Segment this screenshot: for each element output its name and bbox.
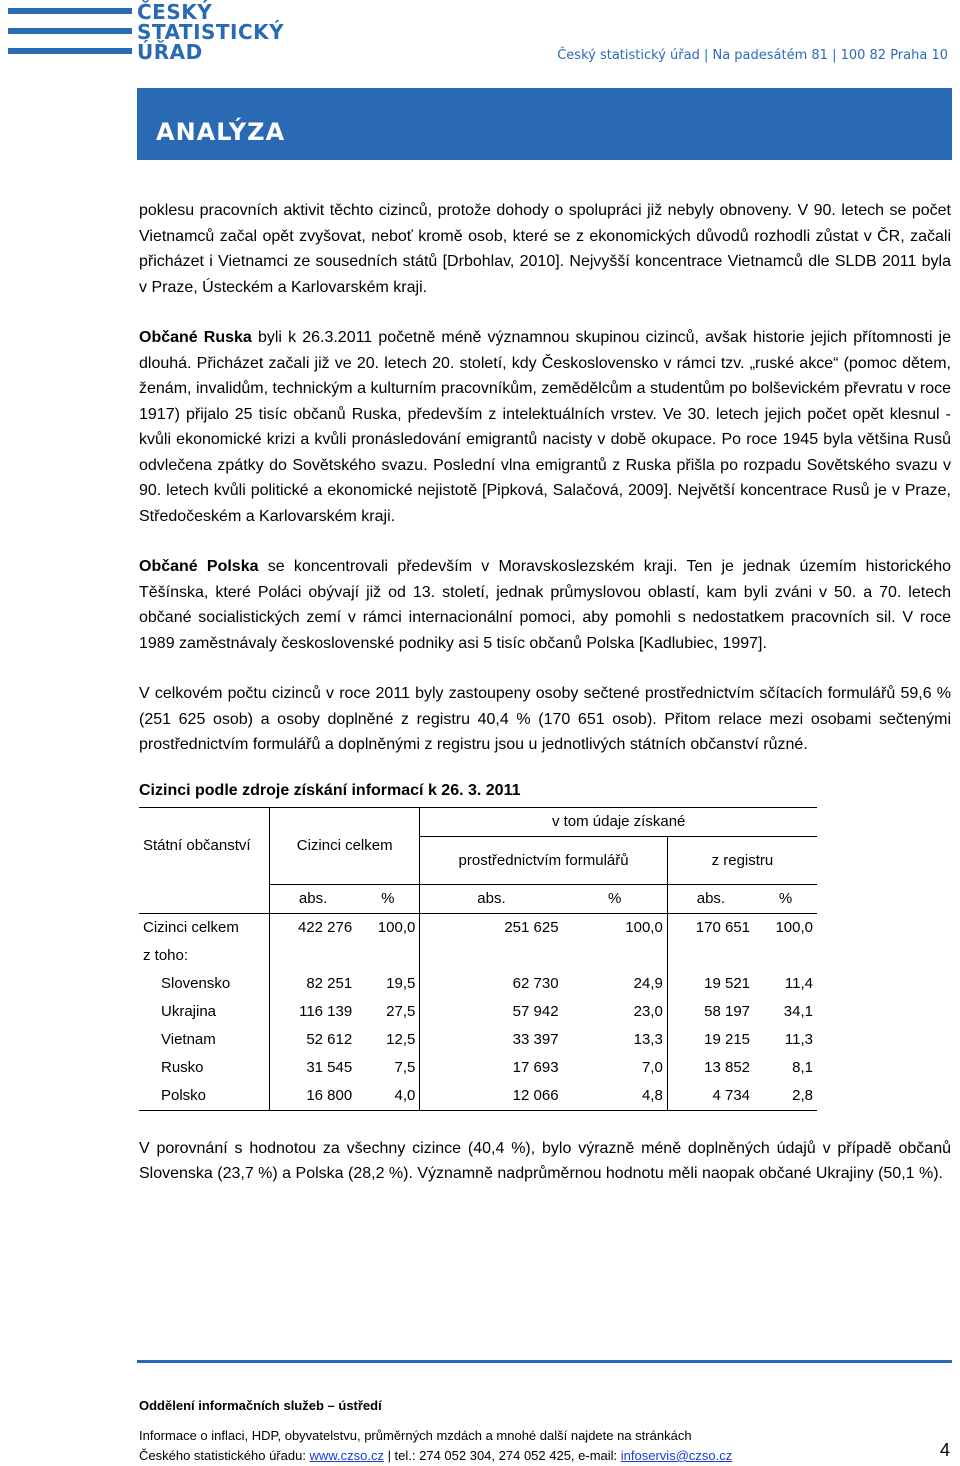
cell: 82 251 bbox=[270, 970, 357, 998]
cell: 17 693 bbox=[420, 1054, 563, 1082]
cell: 27,5 bbox=[386, 1003, 416, 1020]
cell: 13,3 bbox=[633, 1031, 663, 1048]
cell: 19 215 bbox=[667, 1026, 754, 1054]
paragraph-comparison: V porovnání s hodnotou za všechny cizince (40,4 %), bylo výrazně méně doplněných údajů v případě občanů Slovenska (23,7 %) a Polska (28,2 %). Významně nadprůměrnou hodnotu měli naopak občané Ukrajiny (50,1 %). bbox=[139, 1139, 951, 1182]
paragraph-text: byli k 26.3.2011 početně méně významnou skupinou cizinců, avšak historie jejich přítomnosti je dlouhá. Přicházet začali již ve 20. letech 20. století, kdy Československo v rámci tzv. „ruské akce“ (pomoc dětem, ženám, invalidům, technickým a kulturním pracovníkům, zemědělcům a studentům po bolševickém převratu v roce 1917) přijalo 25 tisíc občanů Ruska, především z intelektuálních vrstev. Ve 30. letech jejich počet opět klesnul - kvůli ekonomické krizi a kvůli pronásledování emigrantů nacisty v době okupace. Po roce 1945 byla většina Rusů odvlečena zpátky do Sovětského svazu. Poslední vlna emigrantů z Ruska přišla po rozpadu Sovětského svazu v 90. letech kvůli politické a ekonomické nejistotě [Pipková, Salačová, 2009]. Největší koncentrace Rusů je v Praze, Středočeském a Karlovarském kraji. bbox=[139, 329, 952, 525]
cell: 422 276 bbox=[270, 913, 357, 942]
website-link[interactable]: www.czso.cz bbox=[309, 1448, 384, 1463]
table-title: Cizinci podle zdroje získání informací k 26. 3. 2011 bbox=[139, 781, 521, 799]
main-content bbox=[139, 198, 951, 1187]
cell: 24,9 bbox=[633, 975, 663, 992]
footer-text: | tel.: 274 052 304, 274 052 425, e-mail: bbox=[383, 1448, 621, 1463]
paragraph-summary: V celkovém počtu cizinců v roce 2011 byly zastoupeny osoby sečtené prostřednictvím sčítacích formulářů 59,6 % (251 625 osob) a osoby doplněné z registru 40,4 % (170 651 osob). Přitom relace mezi osobami sečtenými prostřednictvím formulářů a doplněnými z registru jsou u jednotlivých státních občanství různé. bbox=[139, 685, 951, 753]
footer-info: Informace o inflaci, HDP, obyvatelstvu, průměrných mzdách a mnohé další najdete na stránkách bbox=[139, 1428, 692, 1443]
cell: 31 545 bbox=[270, 1054, 357, 1082]
cell: 52 612 bbox=[270, 1026, 357, 1054]
logo-line: STATISTICKÝ bbox=[137, 20, 285, 44]
cell: 23,0 bbox=[633, 1003, 663, 1020]
org-address: Český statistický úřad | Na padesátém 81 | 100 82 Praha 10 bbox=[557, 48, 948, 63]
cell: 11,4 bbox=[784, 975, 813, 992]
header-registry: z registru bbox=[667, 836, 817, 884]
cell: 2,8 bbox=[754, 1082, 817, 1111]
subheader-abs: abs. bbox=[270, 884, 357, 913]
row-label: Ukrajina bbox=[161, 1003, 217, 1020]
row-label: Polsko bbox=[139, 1082, 270, 1111]
banner-title: ANALÝZA bbox=[156, 118, 286, 146]
table-row bbox=[139, 1054, 817, 1082]
cell: 34,1 bbox=[783, 1003, 813, 1020]
cell: 12,5 bbox=[386, 1031, 416, 1048]
page-number: 4 bbox=[939, 1440, 950, 1460]
paragraph-vietnam: poklesu pracovních aktivit těchto cizinců, protože dohody o spolupráci již nebyly obnoveny. V 90. letech se počet Vietnamců začal opět zvyšovat, neboť kromě osob, které se z ekonomických důvodů rozhodli zůstat v ČR, začali přicházet i Vietnamci ze sousedních států [Drbohlav, 2010]. Nejvyšší koncentrace Vietnamců dle SLDB 2011 byla v Praze, Ústeckém a Karlovarském kraji. bbox=[139, 202, 951, 296]
cell: 4,8 bbox=[563, 1082, 668, 1111]
section-heading: Občané Ruska bbox=[139, 329, 252, 346]
cell: 100,0 bbox=[775, 919, 813, 936]
cell: 12 066 bbox=[420, 1082, 563, 1111]
cell: 7,5 bbox=[394, 1059, 416, 1076]
table-row bbox=[139, 970, 817, 998]
footer-department: Oddělení informačních služeb – ústředí bbox=[139, 1398, 382, 1413]
cell: 57 942 bbox=[420, 998, 563, 1026]
footer-text: Českého statistického úřadu: bbox=[139, 1448, 310, 1463]
cell: 170 651 bbox=[667, 913, 754, 942]
cell: 19 521 bbox=[667, 970, 754, 998]
row-label: Vietnam bbox=[161, 1031, 216, 1048]
subheader-pct: % bbox=[356, 884, 420, 913]
row-label: Cizinci celkem bbox=[143, 919, 239, 936]
row-label: Rusko bbox=[161, 1059, 204, 1076]
table-row bbox=[139, 1082, 817, 1111]
cell: 4,0 bbox=[356, 1082, 420, 1111]
logo-stripe bbox=[8, 8, 132, 14]
logo bbox=[0, 0, 285, 70]
foreigners-table bbox=[139, 807, 817, 1111]
paragraph-russia bbox=[139, 325, 951, 529]
table-row-total bbox=[139, 913, 817, 942]
cell: 13 852 bbox=[667, 1054, 754, 1082]
cell: 7,0 bbox=[641, 1059, 663, 1076]
cell: 4 734 bbox=[667, 1082, 754, 1111]
table-row-of-which bbox=[139, 942, 817, 970]
subheader-pct: % bbox=[754, 884, 817, 913]
cell: 19,5 bbox=[386, 975, 416, 992]
logo-stripe bbox=[8, 48, 132, 54]
subheader-pct: % bbox=[563, 884, 668, 913]
paragraph-text: se koncentrovali především v Moravskoslezském kraji. Ten je jednak územím historického Těšínska, které Poláci obývají již od 13. století, jednak průmyslovou oblastí, kam byli zváni v 50. a 70. letech občané socialistických zemí v rámci internacionální pomoci, aby pomohli s nedostatkem pracovních sil. V roce 1989 zaměstnávaly československé podniky asi 5 tisíc občanů Polska [Kadlubiec, 1997]. bbox=[139, 558, 951, 652]
subheader-abs: abs. bbox=[667, 884, 754, 913]
footer-contact bbox=[139, 1446, 951, 1466]
cell: 16 800 bbox=[270, 1082, 357, 1111]
logo-wordmark bbox=[137, 2, 284, 62]
cell: 62 730 bbox=[420, 970, 563, 998]
section-heading: Občané Polska bbox=[139, 558, 259, 575]
cell: 100,0 bbox=[377, 919, 416, 936]
paragraph-poland bbox=[139, 554, 951, 656]
cell: 33 397 bbox=[420, 1026, 563, 1054]
row-label: Slovensko bbox=[161, 975, 231, 992]
cell: 11,3 bbox=[784, 1031, 813, 1048]
logo-line: ÚŘAD bbox=[137, 40, 203, 64]
footer-divider bbox=[137, 1360, 952, 1363]
header-forms: prostřednictvím formulářů bbox=[420, 836, 667, 884]
row-label: z toho: bbox=[143, 947, 189, 964]
logo-line: ČESKÝ bbox=[137, 0, 213, 24]
section-banner bbox=[137, 88, 952, 160]
cell: 116 139 bbox=[270, 998, 357, 1026]
cell: 100,0 bbox=[625, 919, 663, 936]
header-group: v tom údaje získané bbox=[420, 807, 817, 836]
subheader-abs: abs. bbox=[420, 884, 563, 913]
footer bbox=[139, 1398, 951, 1466]
header-citizenship: Státní občanství bbox=[139, 807, 270, 884]
header-total: Cizinci celkem bbox=[270, 807, 420, 884]
table-row bbox=[139, 998, 817, 1026]
table-row bbox=[139, 1026, 817, 1054]
email-link[interactable]: infoservis@czso.cz bbox=[620, 1448, 733, 1463]
cell: 8,1 bbox=[792, 1059, 813, 1076]
cell: 58 197 bbox=[667, 998, 754, 1026]
cell: 251 625 bbox=[420, 913, 563, 942]
logo-stripe bbox=[8, 28, 132, 34]
